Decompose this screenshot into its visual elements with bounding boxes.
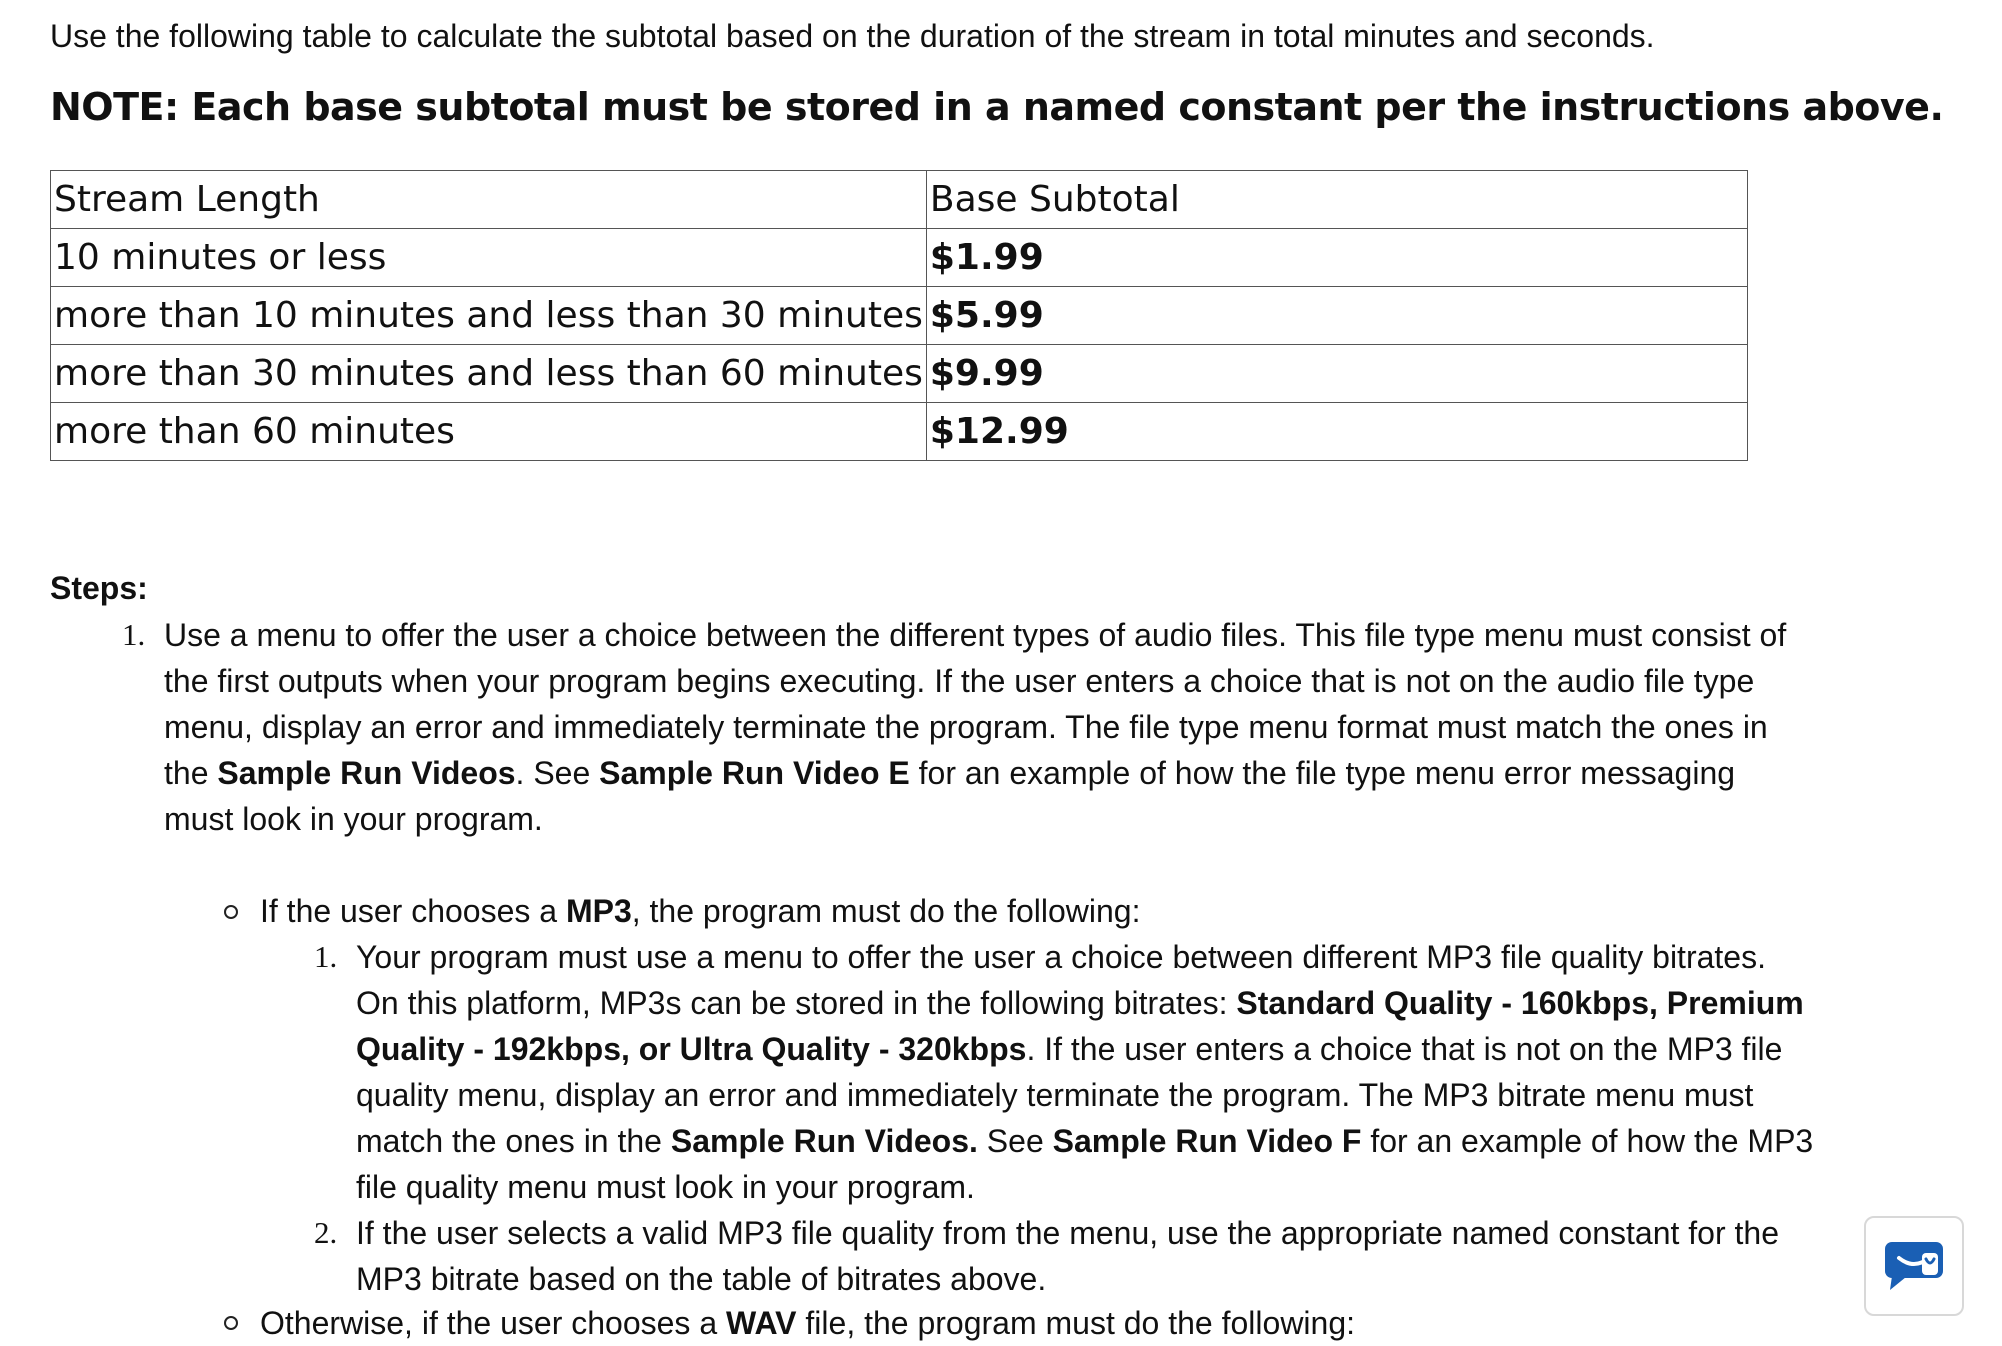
header-stream-length: Stream Length <box>51 171 927 229</box>
stream-length-cell: more than 30 minutes and less than 60 minutes <box>51 345 927 403</box>
table-row <box>51 287 1748 345</box>
mp3-substep-1-text: Your program must use a menu to offer the user a choice between different MP3 file quality bitrates. On this platform, MP3s can be stored in the following bitrates: Standard Quality - 160kbps, Premium Quality - 192kbps, or Ultra Quality - 320kbps. If the user enters a choice that is not on the MP3 file quality menu, display an error and immediately terminate the program. The MP3 bitrate menu must match the ones in the Sample Run Videos. See Sample Run Video F for an example of how the MP3 file quality menu must look in your program. <box>356 939 1814 1205</box>
step-number: 1. <box>314 939 338 974</box>
subtotal-cell: $12.99 <box>926 403 1747 461</box>
mp3-bullet-text: If the user chooses a MP3, the program must do the following: <box>260 893 1141 929</box>
table-row <box>51 403 1748 461</box>
subtotal-cell: $9.99 <box>926 345 1747 403</box>
mp3-substep-2-text: If the user selects a valid MP3 file quality from the menu, use the appropriate named constant for the MP3 bitrate based on the table of bitrates above. <box>356 1215 1779 1297</box>
table-header-row <box>51 171 1748 229</box>
note-heading: NOTE: Each base subtotal must be stored in a named constant per the instructions above. <box>50 85 1944 129</box>
chat-button[interactable] <box>1864 1216 1964 1316</box>
table-row <box>51 229 1748 287</box>
wav-bullet-text: Otherwise, if the user chooses a WAV file, the program must do the following: <box>260 1305 1356 1341</box>
step-1-text: Use a menu to offer the user a choice between the different types of audio files. This file type menu must consist of the first outputs when your program begins executing. If the user enters a choice that is not on the audio file type menu, display an error and immediately terminate the program. The file type menu format must match the ones in the Sample Run Videos. See Sample Run Video E for an example of how the file type menu error messaging must look in your program. <box>164 617 1787 837</box>
table-row <box>51 345 1748 403</box>
stream-length-cell: 10 minutes or less <box>51 229 927 287</box>
bullet-marker <box>224 1316 238 1330</box>
pricing-table <box>50 170 1748 461</box>
subtotal-cell: $1.99 <box>926 229 1747 287</box>
step-number: 2. <box>314 1215 338 1250</box>
stream-length-cell: more than 10 minutes and less than 30 minutes <box>51 287 927 345</box>
steps-heading: Steps: <box>50 570 148 606</box>
chat-icon <box>1882 1239 1946 1293</box>
header-base-subtotal: Base Subtotal <box>926 171 1747 229</box>
bullet-marker <box>224 905 238 919</box>
stream-length-cell: more than 60 minutes <box>51 403 927 461</box>
intro-text: Use the following table to calculate the subtotal based on the duration of the stream in total minutes and seconds. <box>50 18 1655 54</box>
subtotal-cell: $5.99 <box>926 287 1747 345</box>
step-number: 1. <box>122 617 146 652</box>
